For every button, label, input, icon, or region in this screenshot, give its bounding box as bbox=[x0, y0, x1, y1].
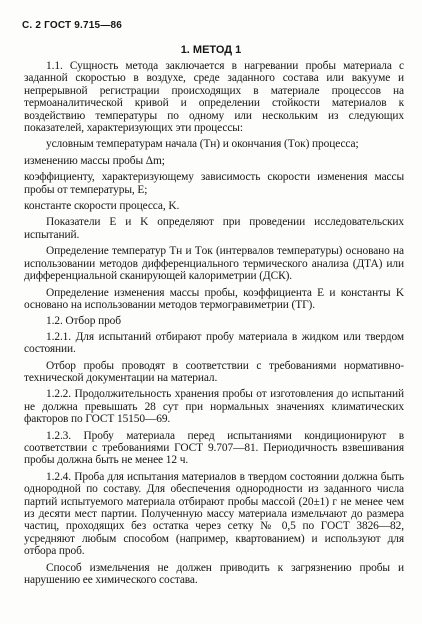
page-header: С. 2 ГОСТ 9.715—86 bbox=[22, 20, 123, 31]
section-title: 1. МЕТОД 1 bbox=[180, 44, 242, 56]
paragraph: 1.1. Сущность метода заключается в нагревании пробы материала с заданной скоростью в воздухе, среде заданного состава или вакууме и непрерывной регистрации происходящих в материале процессов на термоаналитической кривой и определении стойкости материалов к воздействию температуры по одному или нескольким из следующих показателей, характеризующих эти процессы: bbox=[24, 60, 404, 135]
paragraph: Определение температур Tн и Tок (интервалов температуры) основано на использовании методов дифференциального термического анализа (ДТА) или дифференциальной сканирующей калориметрии (ДСК). bbox=[24, 245, 404, 283]
paragraph: Показатели E и K определяют при проведении исследовательских испытаний. bbox=[24, 216, 404, 241]
paragraph: 1.2.4. Проба для испытания материалов в твердом состоянии должна быть однородной по составу. Для обеспечения однородности из заданного числа партий испытуемого материала отбирают пробы массой (20±1) г не менее чем из десяти мест партии. Полученную массу материала измельчают до размера частиц, проходящих без остатка через сетку № 0,5 по ГОСТ 3826—82, усредняют любым способом (например, квартованием) и используют для отбора проб. bbox=[24, 470, 404, 558]
paragraph: изменению массы пробы Δm; bbox=[24, 154, 165, 167]
document-body bbox=[24, 60, 404, 590]
paragraph: коэффициенту, характеризующему зависимость скорости изменения массы пробы от температуры, E; bbox=[24, 171, 404, 196]
paragraph: Определение изменения массы пробы, коэффициента E и константы K основано на использовании методов термогравиметрии (ТГ). bbox=[24, 286, 404, 311]
paragraph: 1.2.3. Пробу материала перед испытаниями кондиционируют в соответствии с требованиями ГОСТ 9.707—81. Периодичность взвешивания пробы должна быть не менее 12 ч. bbox=[24, 429, 404, 467]
paragraph: 1.2.2. Продолжительность хранения пробы от изготовления до испытаний не должна превышать 28 сут при нормальных значениях климатических факторов по ГОСТ 15150—69. bbox=[24, 388, 404, 426]
subsection-heading: 1.2. Отбор проб bbox=[46, 315, 121, 328]
paragraph: Способ измельчения не должен приводить к загрязнению пробы и нарушению ее химического состава. bbox=[24, 561, 404, 587]
paragraph: 1.2.1. Для испытаний отбирают пробу материала в жидком или твердом состоянии. bbox=[24, 330, 404, 356]
paragraph: Отбор пробы проводят в соответствии с требованиями нормативно-технической документации на материал. bbox=[24, 359, 404, 384]
paragraph: константе скорости процесса, K. bbox=[24, 200, 180, 213]
paragraph: условным температурам начала (Tн) и окончания (Tок) процесса; bbox=[46, 138, 359, 151]
